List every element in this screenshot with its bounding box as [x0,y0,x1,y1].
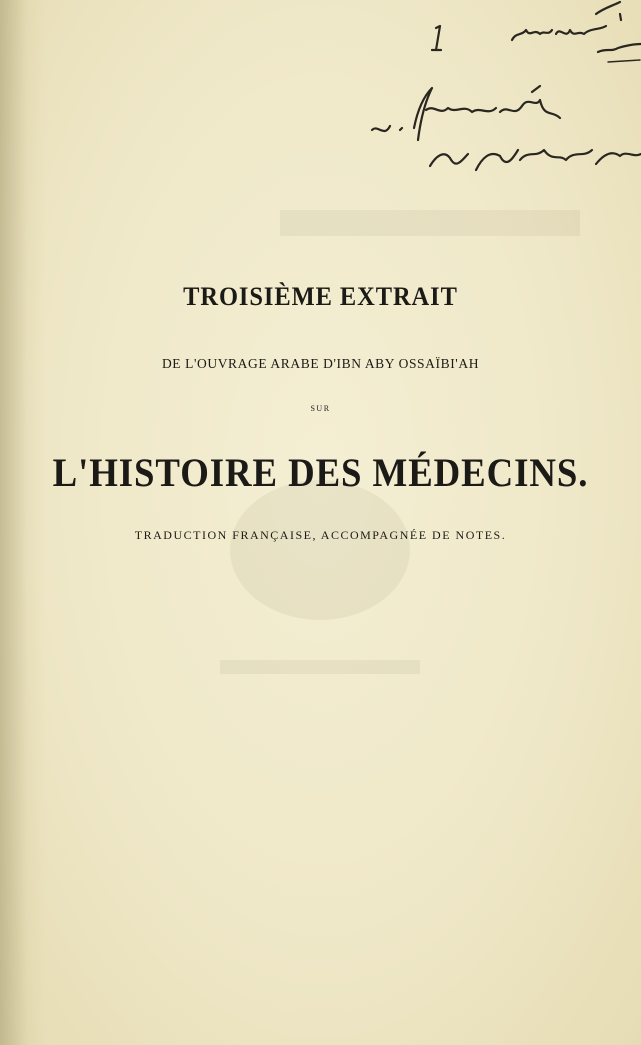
work-subtitle: DE L'OUVRAGE ARABE D'IBN ABY OSSAÏBI'AH [161,356,480,371]
page-title: TROISIÈME EXTRAIT [183,282,458,311]
connector-text: SUR [310,404,331,413]
handwritten-annotation [0,0,641,200]
main-heading: L'HISTOIRE DES MÉDECINS. [52,450,589,495]
translation-note: TRADUCTION FRANÇAISE, ACCOMPAGNÉE DE NOTES. [134,528,507,542]
